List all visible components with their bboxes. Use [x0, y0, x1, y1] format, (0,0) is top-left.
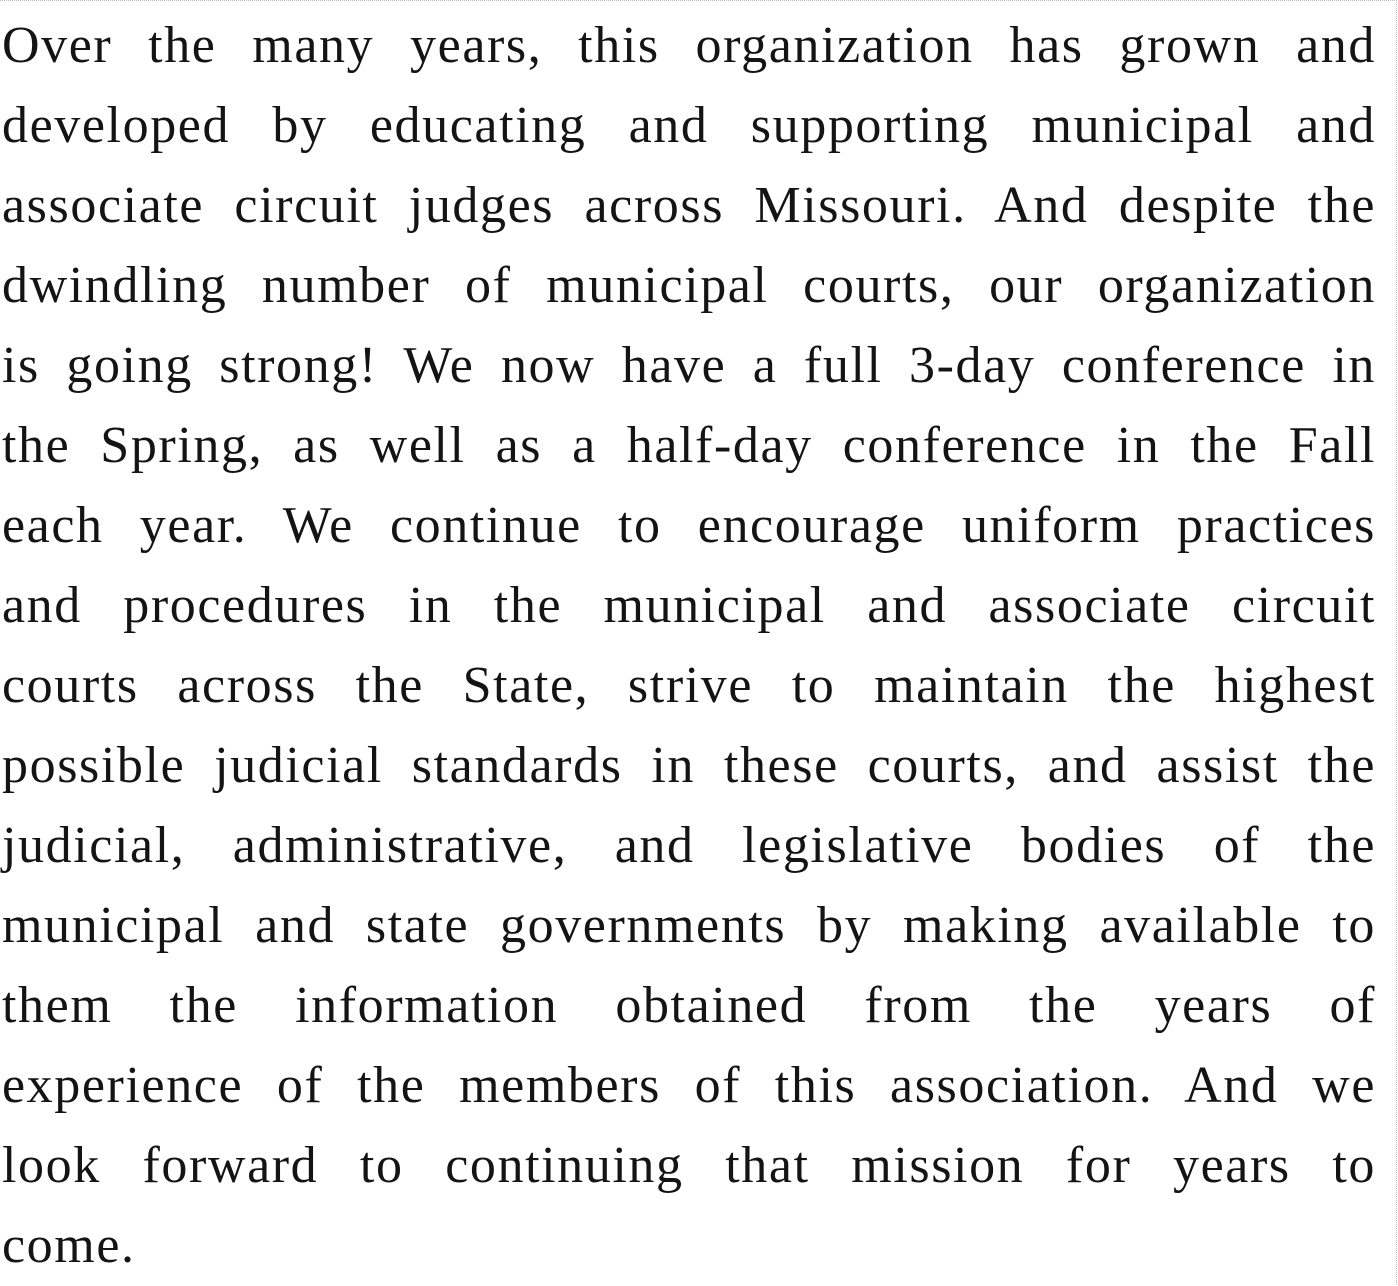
- paragraph-line: Over the many years, this organization has grown and: [2, 17, 1376, 74]
- paragraph-line: is going strong! We now have a full 3-day conference in: [2, 337, 1376, 394]
- paragraph-line: dwindling number of municipal courts, our organization: [2, 257, 1376, 314]
- mission-paragraph: [2, 6, 1376, 1286]
- paragraph-line: and procedures in the municipal and associate circuit: [2, 577, 1376, 634]
- paragraph-line: associate circuit judges across Missouri. And despite the: [2, 177, 1376, 234]
- paragraph-line: courts across the State, strive to maintain the highest: [2, 657, 1376, 714]
- paragraph-line: experience of the members of this association. And we: [2, 1057, 1376, 1114]
- paragraph-line: each year. We continue to encourage uniform practices: [2, 497, 1376, 554]
- paragraph-line: look forward to continuing that mission for years to: [2, 1137, 1376, 1194]
- paragraph-line-last: come.: [2, 1217, 136, 1274]
- paragraph-line: developed by educating and supporting municipal and: [2, 97, 1376, 154]
- paragraph-line: possible judicial standards in these courts, and assist the: [2, 737, 1376, 794]
- paragraph-line: the Spring, as well as a half-day conference in the Fall: [2, 417, 1376, 474]
- paragraph-line: municipal and state governments by making available to: [2, 897, 1376, 954]
- paragraph-line: judicial, administrative, and legislative bodies of the: [2, 817, 1376, 874]
- paragraph-line: them the information obtained from the years of: [2, 977, 1376, 1034]
